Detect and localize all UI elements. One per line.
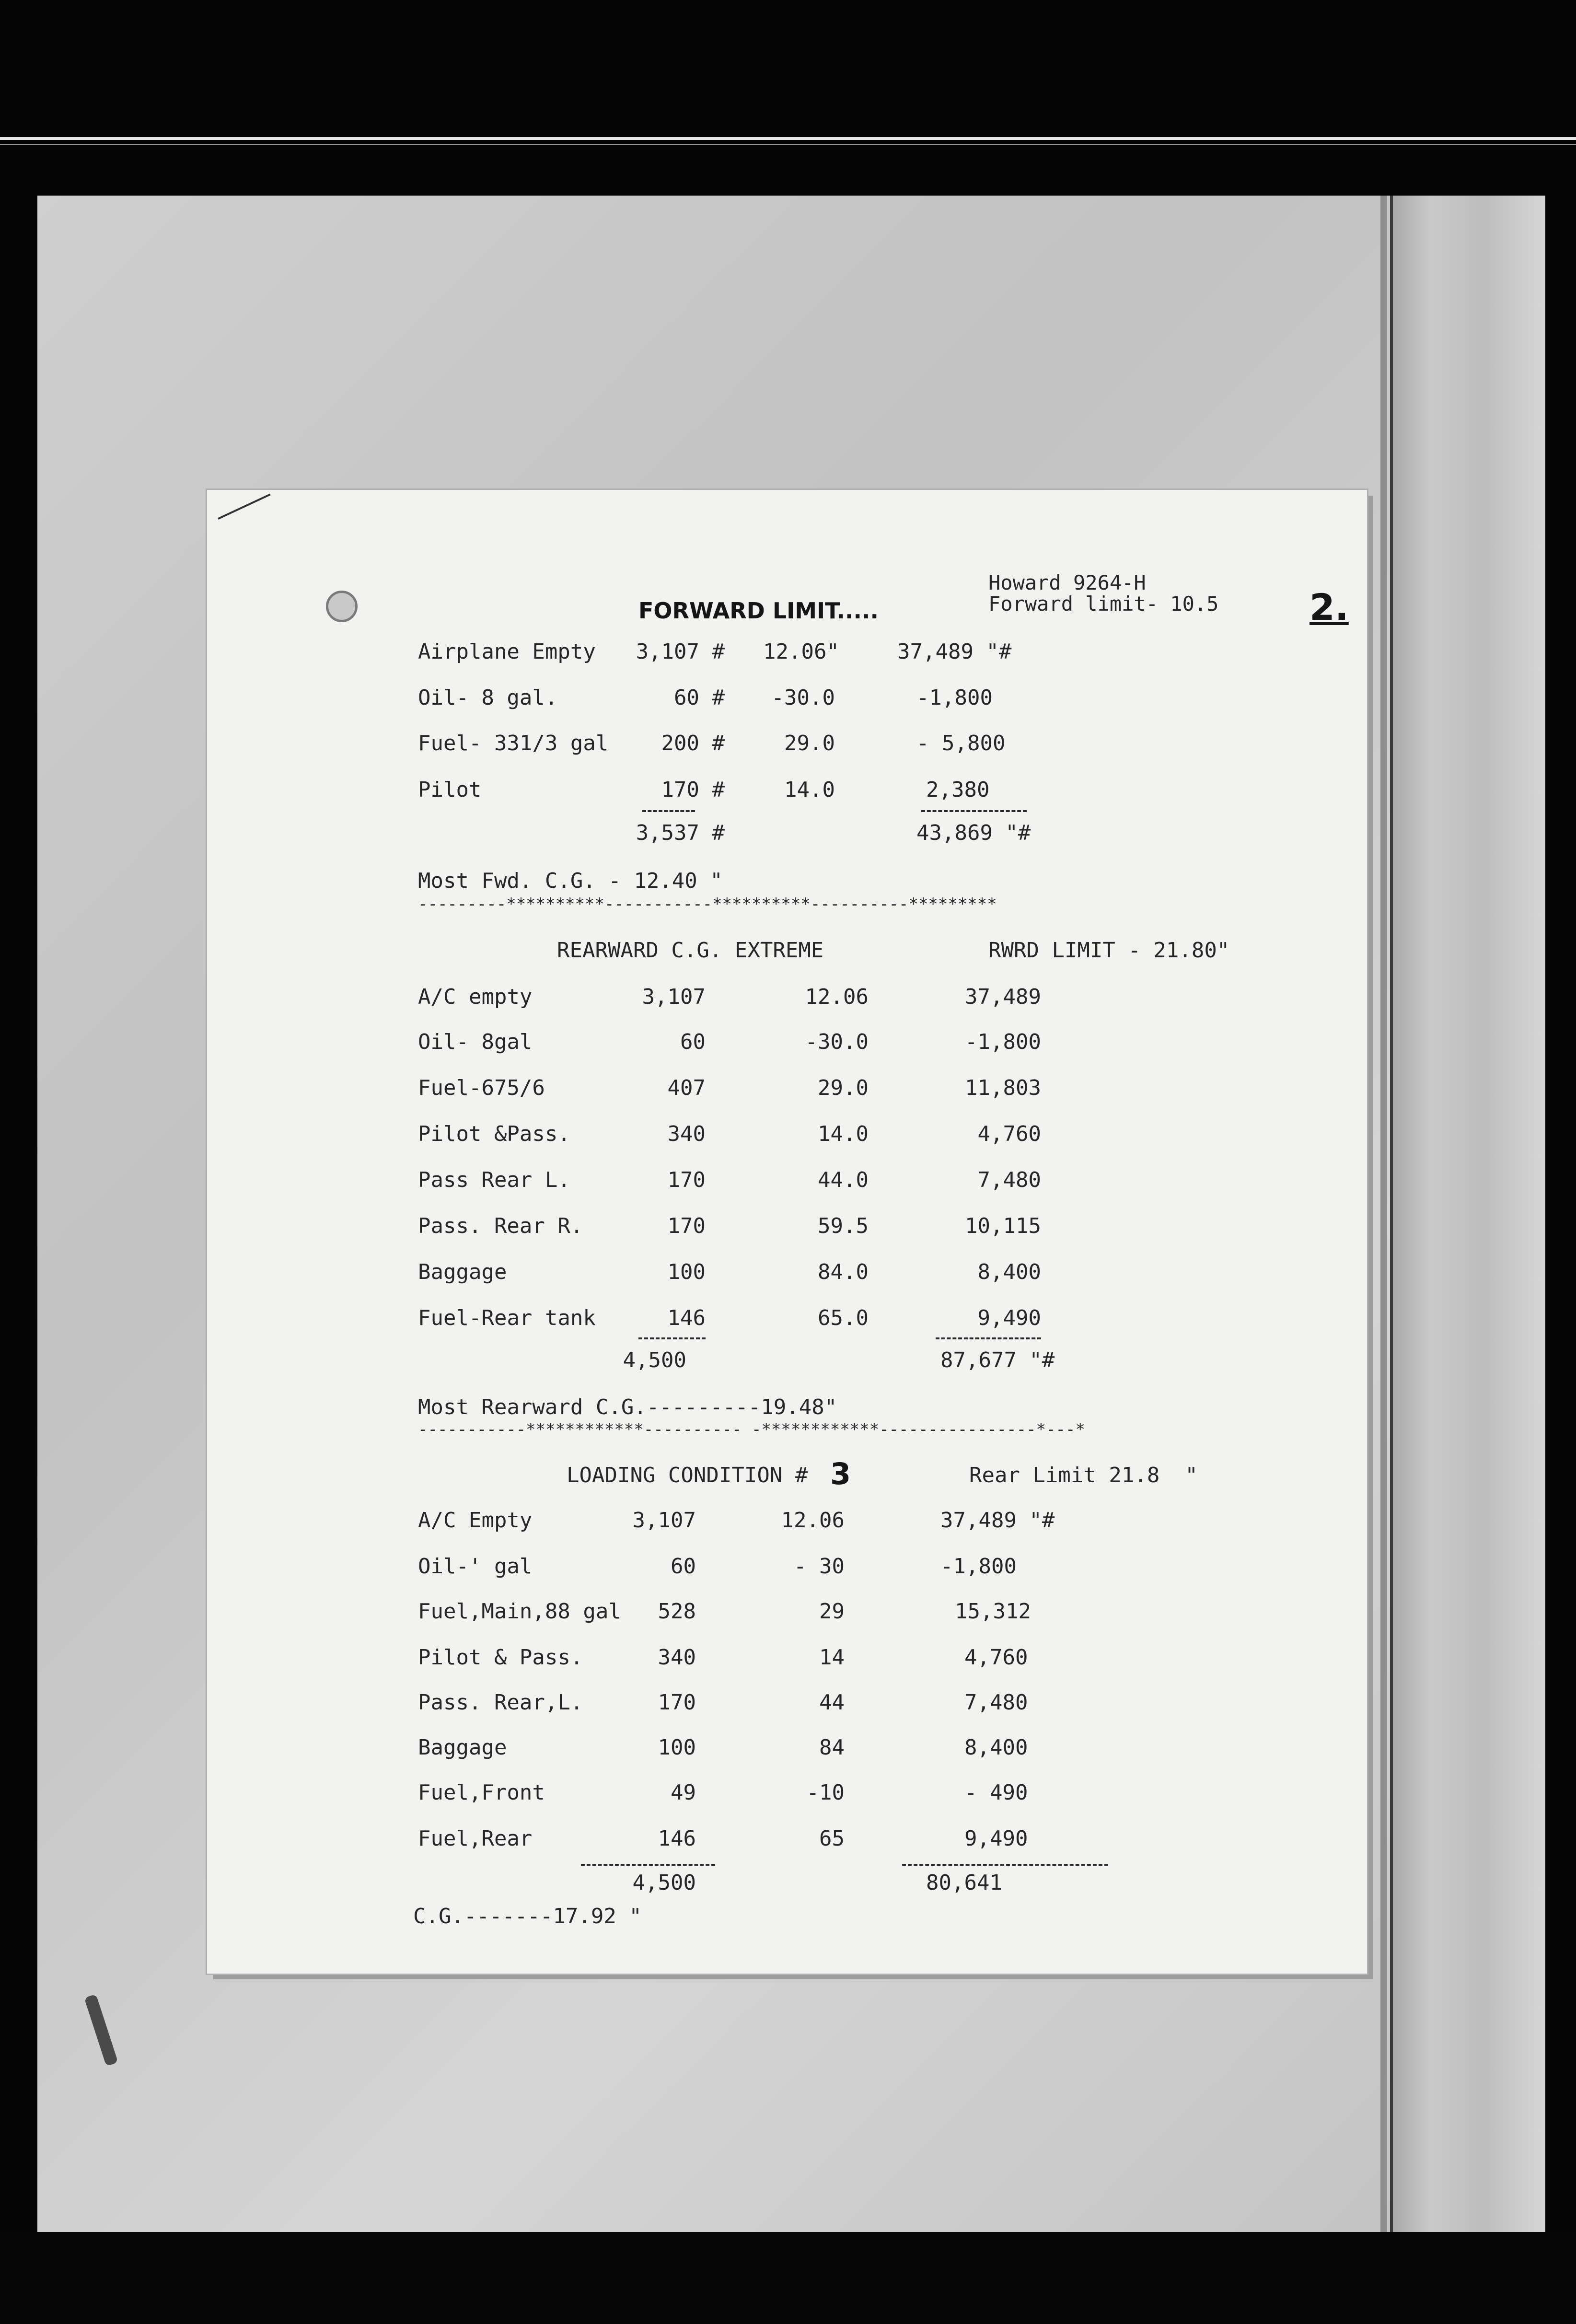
weight-subtotal-rule xyxy=(581,1864,715,1866)
moment-cell: 11,803 xyxy=(965,1076,1041,1100)
weight-cell: 146 xyxy=(667,1306,706,1330)
moment-cell: 8,400 xyxy=(977,1260,1041,1284)
table-row xyxy=(207,1690,1367,1719)
item-cell: Fuel,Front xyxy=(418,1780,545,1805)
loading-condition-heading: LOADING CONDITION # xyxy=(567,1463,808,1487)
document-page xyxy=(207,490,1367,1974)
item-cell: A/C empty xyxy=(418,985,533,1009)
arm-cell: 29.0 xyxy=(818,1076,869,1100)
page-number: 2. xyxy=(1309,586,1349,628)
weight-cell: 60 xyxy=(671,1554,696,1579)
section-separator: ---------**********-----------**********----------********* xyxy=(418,895,997,914)
item-cell: Oil-' gal xyxy=(418,1554,533,1579)
binding-strip xyxy=(1390,196,1545,2232)
arm-cell: 14.0 xyxy=(818,1122,869,1146)
arm-cell: -10 xyxy=(806,1780,845,1805)
film-frame-line xyxy=(0,137,1576,140)
rearward-limit: RWRD LIMIT - 21.80" xyxy=(988,938,1230,963)
item-cell: Pass Rear L. xyxy=(418,1168,570,1192)
weight-cell: 407 xyxy=(667,1076,706,1100)
moment-cell: 8,400 xyxy=(964,1735,1028,1760)
rear-limit: Rear Limit 21.8 " xyxy=(969,1463,1198,1487)
item-cell: Fuel-Rear tank xyxy=(418,1306,596,1330)
table-row xyxy=(207,1214,1367,1243)
moment-cell: -1,800 xyxy=(965,1030,1041,1054)
item-cell: Oil- 8 gal. xyxy=(418,686,558,710)
weight-cell: 170 xyxy=(667,1214,706,1238)
table-row xyxy=(207,686,1367,714)
moment-cell: 9,490 xyxy=(964,1826,1028,1851)
item-cell: Oil- 8gal xyxy=(418,1030,533,1054)
weight-cell: 528 xyxy=(658,1599,696,1624)
table-row xyxy=(207,1645,1367,1674)
arm-cell: 14 xyxy=(819,1645,845,1670)
weight-cell: 340 xyxy=(658,1645,696,1670)
corner-pen-mark xyxy=(218,494,283,546)
weight-cell: 146 xyxy=(658,1826,696,1851)
table-row xyxy=(207,1735,1367,1764)
table-row xyxy=(207,1168,1367,1197)
weight-cell: 100 xyxy=(658,1735,696,1760)
arm-cell: 12.06" xyxy=(763,639,839,664)
weight-cell: 170 xyxy=(658,1690,696,1715)
table-row xyxy=(207,1122,1367,1150)
weight-cell: 3,107 # xyxy=(636,639,725,664)
moment-cell: 7,480 xyxy=(977,1168,1041,1192)
arm-cell: - 30 xyxy=(794,1554,845,1579)
moment-subtotal-rule xyxy=(902,1864,1108,1866)
moment-cell: 4,760 xyxy=(964,1645,1028,1670)
item-cell: Pilot &Pass. xyxy=(418,1122,570,1146)
most-forward-cg: Most Fwd. C.G. - 12.40 " xyxy=(418,869,723,893)
item-cell: Fuel- 331/3 gal xyxy=(418,731,609,755)
arm-cell: 44.0 xyxy=(818,1168,869,1192)
arm-cell: 29.0 xyxy=(784,731,835,755)
moment-cell: 2,380 xyxy=(926,778,990,802)
weight-cell: 170 xyxy=(667,1168,706,1192)
weight-cell: 3,107 xyxy=(632,1508,696,1533)
moment-cell: 37,489 "# xyxy=(940,1508,1055,1533)
handwritten-title: FORWARD LIMIT..... xyxy=(638,598,879,624)
item-cell: A/C Empty xyxy=(418,1508,533,1533)
arm-cell: 84.0 xyxy=(818,1260,869,1284)
arm-cell: 65 xyxy=(819,1826,845,1851)
section-separator: -----------************---------- -************----------------*---* xyxy=(418,1420,1085,1439)
moment-cell: 37,489 xyxy=(965,985,1041,1009)
rearward-total-moment: 87,677 "# xyxy=(940,1348,1055,1372)
table-row xyxy=(207,1076,1367,1104)
weight-cell: 60 xyxy=(680,1030,706,1054)
arm-cell: 84 xyxy=(819,1735,845,1760)
rearward-total-weight: 4,500 xyxy=(623,1348,686,1372)
loading-total-moment: 80,641 xyxy=(926,1871,1002,1895)
moment-cell: -1,800 xyxy=(940,1554,1017,1579)
weight-cell: 170 # xyxy=(661,778,725,802)
moment-cell: 15,312 xyxy=(955,1599,1031,1624)
item-cell: Pass. Rear,L. xyxy=(418,1690,583,1715)
item-cell: Pass. Rear R. xyxy=(418,1214,583,1238)
weight-subtotal-rule xyxy=(642,810,695,812)
table-row xyxy=(207,1306,1367,1335)
film-frame-line-secondary xyxy=(0,144,1576,145)
moment-cell: 37,489 "# xyxy=(897,639,1012,664)
item-cell: Pilot & Pass. xyxy=(418,1645,583,1670)
table-row xyxy=(207,639,1367,668)
item-cell: Fuel,Main,88 gal xyxy=(418,1599,621,1624)
table-row xyxy=(207,1030,1367,1058)
moment-cell: 4,760 xyxy=(977,1122,1041,1146)
table-row xyxy=(207,1780,1367,1809)
item-cell: Fuel,Rear xyxy=(418,1826,533,1851)
arm-cell: 65.0 xyxy=(818,1306,869,1330)
moment-cell: 7,480 xyxy=(964,1690,1028,1715)
moment-subtotal-rule xyxy=(921,810,1027,812)
item-cell: Airplane Empty xyxy=(418,639,596,664)
table-row xyxy=(207,1554,1367,1583)
forward-total-weight: 3,537 # xyxy=(636,821,725,845)
weight-cell: 100 xyxy=(667,1260,706,1284)
loading-condition-number: 3 xyxy=(830,1456,851,1491)
arm-cell: 14.0 xyxy=(784,778,835,802)
arm-cell: 59.5 xyxy=(818,1214,869,1238)
arm-cell: 29 xyxy=(819,1599,845,1624)
table-row xyxy=(207,778,1367,806)
weight-cell: 3,107 xyxy=(642,985,706,1009)
table-row xyxy=(207,1599,1367,1628)
arm-cell: -30.0 xyxy=(771,686,835,710)
loading-cg-result: C.G.-------17.92 " xyxy=(413,1904,642,1929)
forward-total-moment: 43,869 "# xyxy=(916,821,1031,845)
table-row xyxy=(207,731,1367,760)
forward-limit-reference: Forward limit- 10.5 xyxy=(988,592,1219,616)
arm-cell: -30.0 xyxy=(805,1030,869,1054)
document-reference: Howard 9264-H xyxy=(988,571,1146,594)
moment-cell: - 490 xyxy=(964,1780,1028,1805)
arm-cell: 12.06 xyxy=(781,1508,845,1533)
moment-cell: 9,490 xyxy=(977,1306,1041,1330)
weight-cell: 340 xyxy=(667,1122,706,1146)
table-row xyxy=(207,1508,1367,1537)
most-rearward-cg: Most Rearward C.G.---------19.48" xyxy=(418,1395,837,1419)
binding-edge xyxy=(1380,196,1387,2232)
item-cell: Baggage xyxy=(418,1735,507,1760)
loading-total-weight: 4,500 xyxy=(632,1871,696,1895)
moment-cell: 10,115 xyxy=(965,1214,1041,1238)
table-row xyxy=(207,1260,1367,1289)
moment-subtotal-rule xyxy=(936,1337,1041,1339)
item-cell: Baggage xyxy=(418,1260,507,1284)
film-bottom-border xyxy=(0,2232,1576,2324)
weight-cell: 49 xyxy=(671,1780,696,1805)
arm-cell: 12.06 xyxy=(805,985,869,1009)
weight-subtotal-rule xyxy=(638,1337,706,1339)
rearward-heading: REARWARD C.G. EXTREME xyxy=(557,938,824,963)
punch-hole xyxy=(326,591,358,622)
weight-cell: 200 # xyxy=(661,731,725,755)
item-cell: Fuel-675/6 xyxy=(418,1076,545,1100)
arm-cell: 44 xyxy=(819,1690,845,1715)
item-cell: Pilot xyxy=(418,778,482,802)
table-row xyxy=(207,1826,1367,1855)
table-row xyxy=(207,985,1367,1013)
moment-cell: - 5,800 xyxy=(916,731,1006,755)
weight-cell: 60 # xyxy=(674,686,725,710)
moment-cell: -1,800 xyxy=(916,686,993,710)
